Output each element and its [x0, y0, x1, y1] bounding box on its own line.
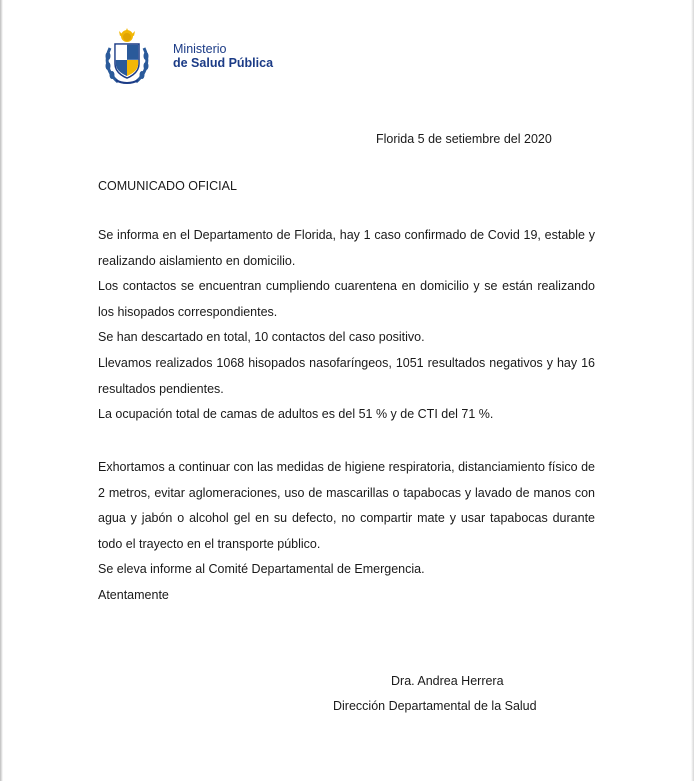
- paragraph: Se informa en el Departamento de Florida, hay 1 caso confirmado de Covid 19, estable y realizando aislamiento en domicilio.: [98, 228, 595, 268]
- paragraph: Los contactos se encuentran cumpliendo cuarentena en domicilio y se están realizando los hisopados correspondientes.: [98, 279, 595, 319]
- paragraph: Se han descartado en total, 10 contactos del caso positivo.: [98, 330, 425, 345]
- paragraph: Se eleva informe al Comité Departamental de Emergencia.: [98, 562, 425, 577]
- ministry-name-line2: de Salud Pública: [173, 56, 274, 70]
- ministry-name: [173, 42, 273, 70]
- signatory-name: Dra. Andrea Herrera: [391, 674, 504, 688]
- page-left-edge: [0, 0, 3, 781]
- ministry-name-line1: Ministerio: [173, 42, 227, 56]
- document-date: Florida 5 de setiembre del 2020: [376, 132, 552, 146]
- document-title: COMUNICADO OFICIAL: [98, 179, 237, 193]
- body-block-2: [98, 455, 595, 609]
- uruguay-coat-of-arms-icon: [102, 28, 152, 86]
- paragraph: Llevamos realizados 1068 hisopados nasofaríngeos, 1051 resultados negativos y hay 16 resultados pendientes.: [98, 355, 595, 396]
- closing-line: Atentamente: [98, 587, 169, 602]
- paragraph: La ocupación total de camas de adultos es del 51 % y de CTI del 71 %.: [98, 407, 494, 422]
- signatory-department: Dirección Departamental de la Salud: [333, 699, 537, 713]
- paragraph: Exhortamos a continuar con las medidas de higiene respiratoria, distanciamiento físico de 2 metros, evitar aglomeraciones, uso de mascarillas o tapabocas y lavado de manos con agua y jabón o alcohol gel en su defecto, no compartir mate y usar tapabocas durante todo el trayecto en el transporte público.: [98, 460, 595, 551]
- body-block-1: [98, 223, 595, 428]
- ministry-logo: [102, 28, 282, 86]
